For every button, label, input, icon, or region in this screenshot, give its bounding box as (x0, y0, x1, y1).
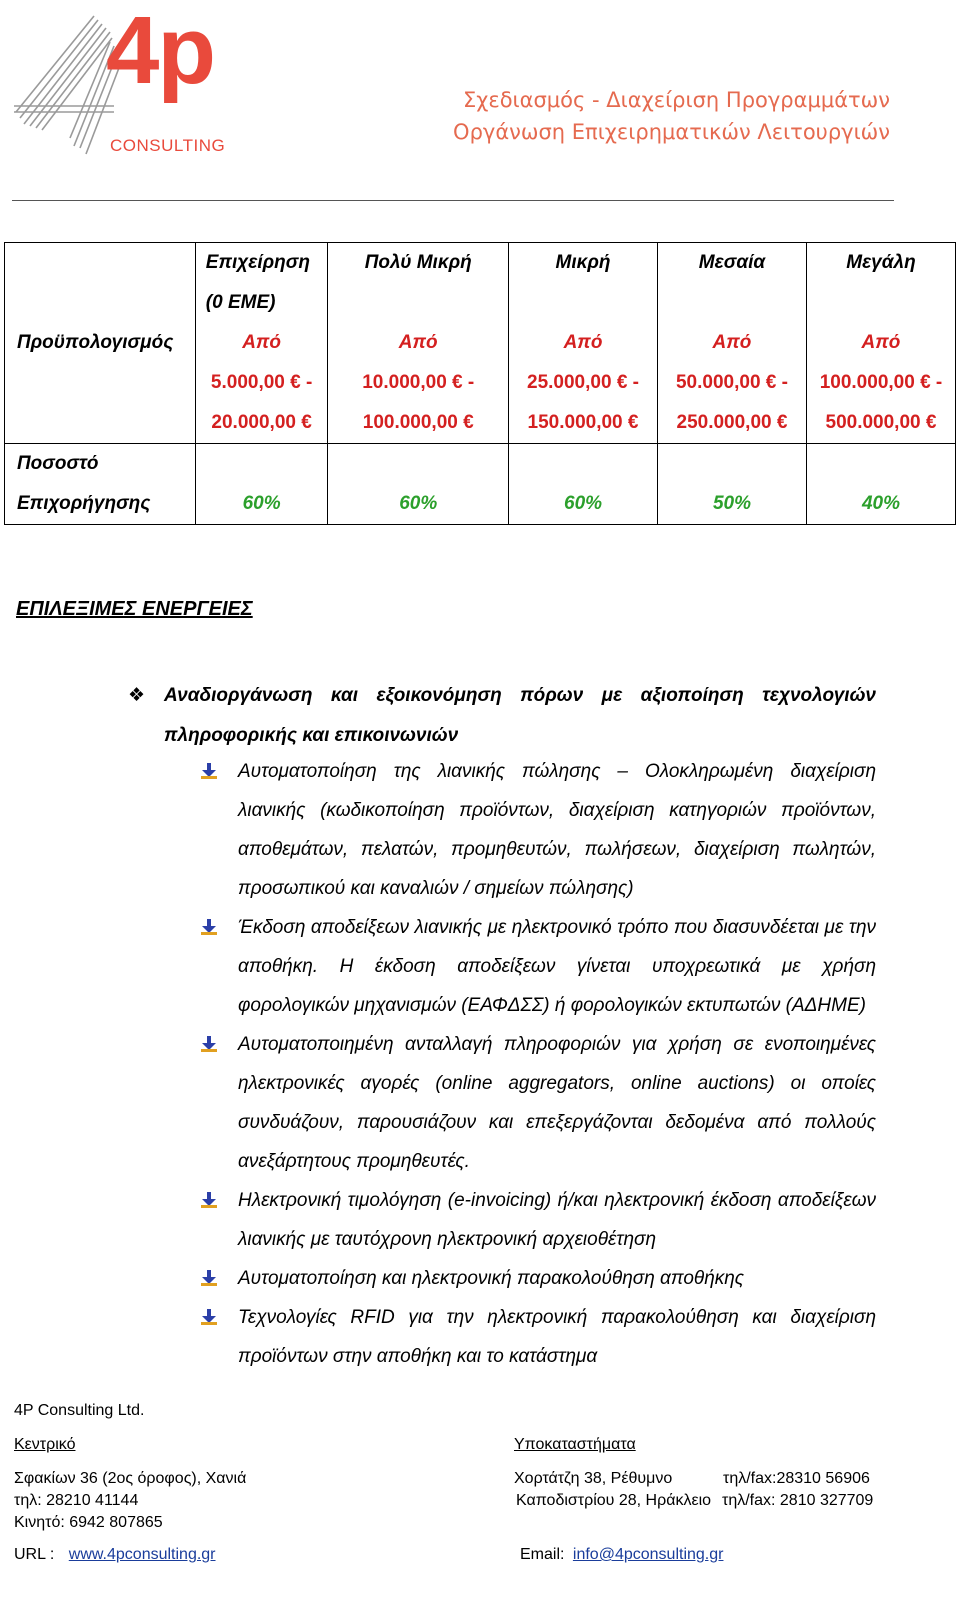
list-item (200, 1298, 876, 1376)
table-header-row (5, 243, 956, 324)
row-label-grant-rate (5, 444, 196, 525)
list-item (200, 752, 876, 908)
hq-mobile: Κινητό: 6942 807865 (14, 1514, 163, 1531)
grant-rate-cell: 60% (195, 444, 328, 525)
budget-from: Από (398, 332, 438, 353)
list-item (200, 1181, 876, 1259)
hq-address: Σφακίων 36 (2ος όροφος), Χανιά (14, 1470, 247, 1487)
list-item-text: Αυτοματοποίηση και ηλεκτρονική παρακολούθηση αποθήκης (238, 1268, 745, 1289)
list-item-text: Έκδοση αποδείξεων λιανικής με ηλεκτρονικό τρόπο που διασυνδέεται με την αποθήκη. Η έκδοση αποδείξεων γίνεται υποχρεωτικά με χρήση φορολογικών μηχανισμών (ΕΑΦΔΣΣ) ή φορολογικών εκτυπωτών (ΑΔΗΜΕ) (238, 917, 876, 1016)
section-title: ΕΠΙΛΕΞΙΜΕΣ ΕΝΕΡΓΕΙΕΣ (16, 598, 253, 620)
branch-2-address: Καποδιστρίου 28, Ηράκλειο (516, 1492, 712, 1509)
budget-high: 150.000,00 € (527, 412, 639, 433)
column-header: Μεσαία (658, 243, 807, 324)
column-header (195, 243, 328, 324)
budget-cell (195, 323, 328, 444)
column-header: Μεγάλη (806, 243, 955, 324)
grant-table (4, 242, 956, 525)
list-item (200, 1025, 876, 1181)
table-corner-cell (5, 243, 196, 324)
budget-cell (806, 323, 955, 444)
eligible-actions-list (200, 752, 876, 1376)
table-row-budget (5, 323, 956, 444)
hq-label: Κεντρικό (14, 1436, 76, 1453)
arrow-bullet-icon (200, 1269, 218, 1287)
budget-from: Από (242, 332, 282, 353)
list-item-text: Τεχνολογίες RFID για την ηλεκτρονική παρακολούθηση και διαχείριση προϊόντων στην αποθήκη και το κατάστημα (238, 1307, 876, 1367)
budget-low: 50.000,00 € - (675, 372, 788, 393)
budget-from: Από (712, 332, 752, 353)
budget-high: 250.000,00 € (676, 412, 788, 433)
diamond-bullet-icon: ❖ (128, 685, 146, 706)
budget-low: 10.000,00 € - (362, 372, 475, 393)
arrow-bullet-icon (200, 762, 218, 780)
column-header-line: Επιχείρηση (205, 252, 310, 273)
url-label: URL : (14, 1546, 55, 1563)
email-label: Email: (520, 1546, 565, 1563)
list-item-text: Αυτοματοποιημένη ανταλλαγή πληροφοριών για χρήση σε ενοποιημένες ηλεκτρονικές αγορές (online aggregators, online auctions) οι οποίες συνδυάζουν, παρουσιάζουν και επεξεργάζονται δεδομένα από πολλούς ανεξάρτητους προμηθευτές. (238, 1034, 876, 1172)
budget-low: 25.000,00 € - (527, 372, 639, 393)
branch-1-address: Χορτάτζη 38, Ρέθυμνο (514, 1470, 673, 1487)
list-item-text: Ηλεκτρονική τιμολόγηση (e-invoicing) ή/και ηλεκτρονική έκδοση αποδείξεων λιανικής με ταυτόχρονη ηλεκτρονική αρχειοθέτηση (238, 1190, 876, 1250)
hq-phone: τηλ: 28210 41144 (14, 1492, 139, 1509)
budget-low: 5.000,00 € - (210, 372, 313, 393)
list-item (200, 908, 876, 1025)
budget-from: Από (861, 332, 901, 353)
row-label-line: Ποσοστό (17, 453, 99, 474)
main-bullet (128, 676, 876, 756)
logo-wordmark: CONSULTING (110, 136, 226, 155)
budget-low: 100.000,00 € - (819, 372, 943, 393)
row-label-line: Επιχορήγησης (17, 493, 151, 514)
url-line (14, 1546, 216, 1564)
tagline-line-2: Οργάνωση Επιχειρηματικών Λειτουργιών (453, 120, 890, 144)
company-logo (14, 0, 226, 166)
budget-from: Από (563, 332, 603, 353)
list-item-text: Αυτοματοποίηση της λιανικής πώλησης – Ολοκληρωμένη διαχείριση λιανικής (κωδικοποίηση προϊόντων, διαχείριση κατηγοριών προϊόντων, αποθεμάτων, πελατών, προμηθευτών, πωλήσεων, διαχείριση πωλητών, προσωπικού και καναλιών / σημείων πώλησης) (238, 761, 876, 899)
budget-high: 500.000,00 € (825, 412, 937, 433)
main-bullet-text: Αναδιοργάνωση και εξοικονόμηση πόρων με αξιοποίηση τεχνολογιών πληροφορικής και επικοινωνιών (164, 685, 876, 746)
branch-1-phone: τηλ/fax:28310 56906 (723, 1470, 870, 1487)
arrow-bullet-icon (200, 1191, 218, 1209)
email-line (520, 1546, 723, 1564)
grant-rate-cell: 40% (806, 444, 955, 525)
tagline-line-1: Σχεδιασμός - Διαχείριση Προγραμμάτων (462, 88, 890, 112)
email-link[interactable]: info@4pconsulting.gr (572, 1546, 724, 1563)
logo-letters: 4p (106, 0, 215, 104)
grant-rate-cell: 50% (658, 444, 807, 525)
company-name: 4P Consulting Ltd. (14, 1402, 145, 1419)
budget-cell (509, 323, 658, 444)
budget-cell (328, 323, 509, 444)
header-tagline (453, 84, 890, 148)
arrow-bullet-icon (200, 1308, 218, 1326)
list-item (200, 1259, 876, 1298)
grant-rate-cell: 60% (328, 444, 509, 525)
header-divider (12, 200, 894, 201)
column-header-line: (0 ΕΜΕ) (205, 292, 276, 313)
branch-2-phone: τηλ/fax: 2810 327709 (722, 1492, 874, 1509)
budget-cell (658, 323, 807, 444)
row-label-budget: Προϋπολογισμός (5, 323, 196, 444)
budget-high: 20.000,00 € (211, 412, 312, 433)
website-link[interactable]: www.4pconsulting.gr (68, 1546, 216, 1563)
arrow-bullet-icon (200, 1035, 218, 1053)
grant-rate-cell: 60% (509, 444, 658, 525)
column-header: Πολύ Μικρή (328, 243, 509, 324)
branches-label: Υποκαταστήματα (514, 1436, 636, 1453)
column-header: Μικρή (509, 243, 658, 324)
arrow-bullet-icon (200, 918, 218, 936)
budget-high: 100.000,00 € (362, 412, 474, 433)
table-row-grant-rate (5, 444, 956, 525)
